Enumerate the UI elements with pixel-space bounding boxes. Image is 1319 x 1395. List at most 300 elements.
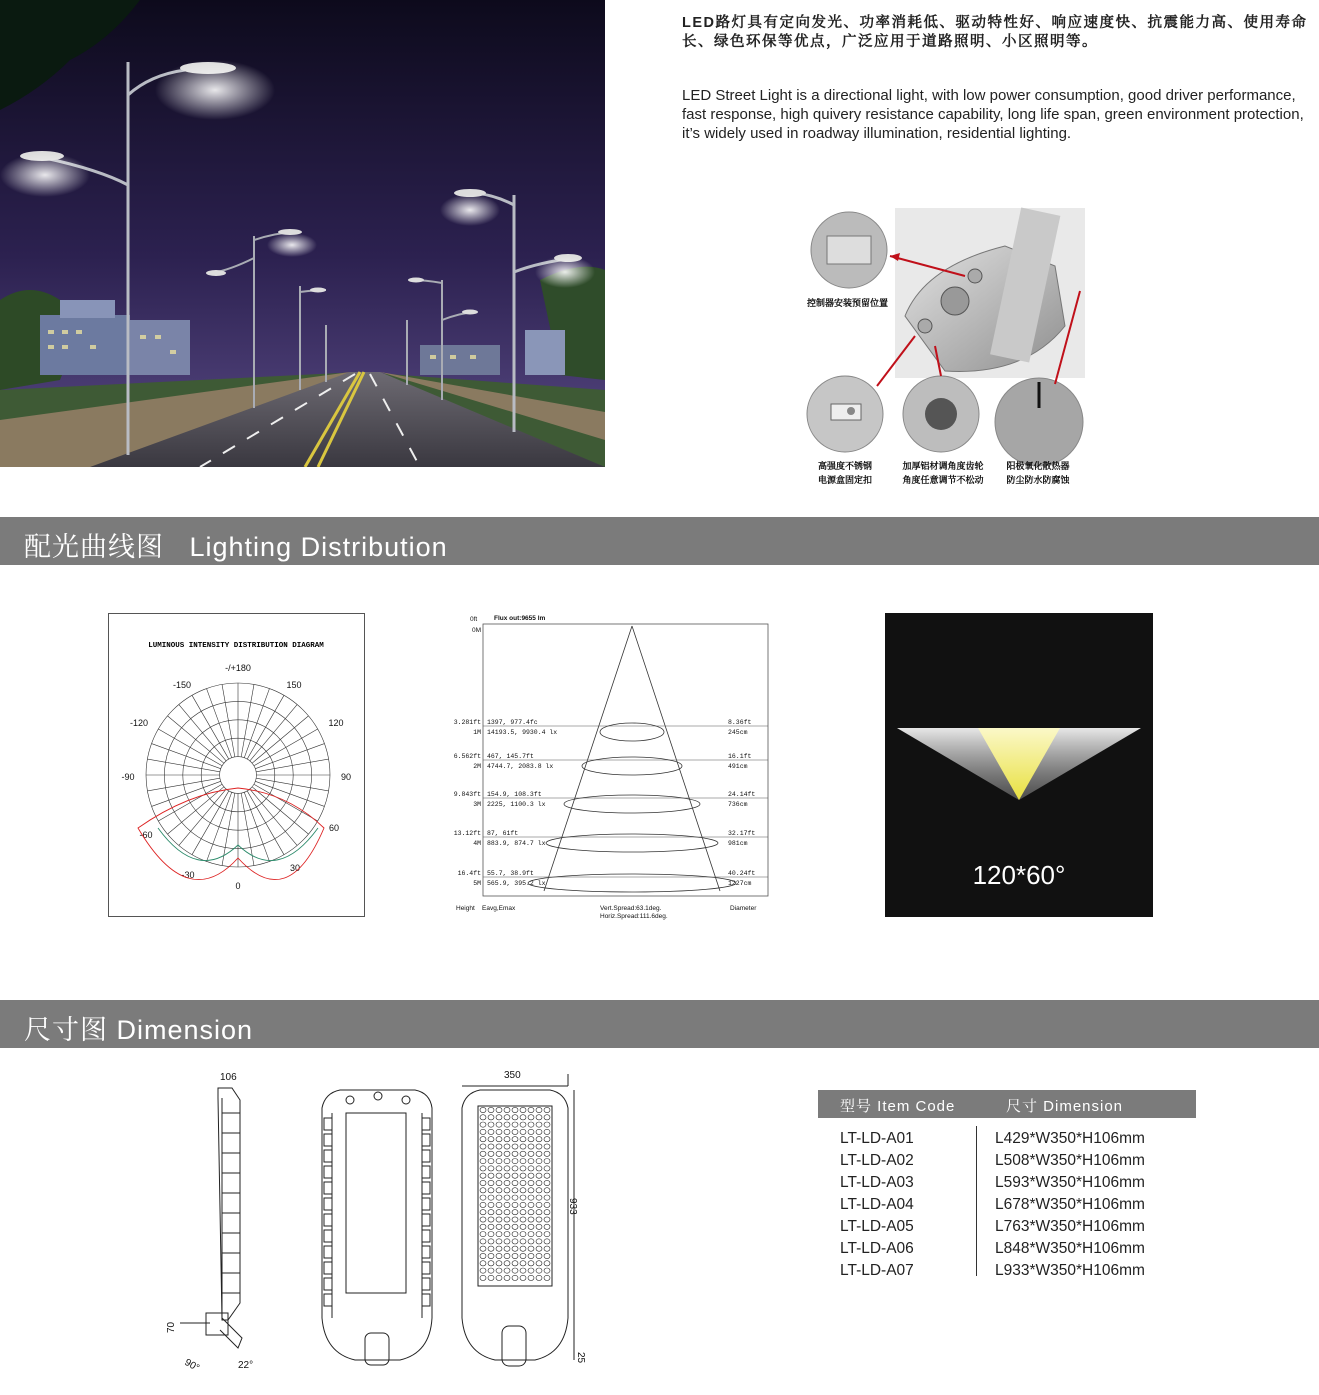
led-lens [520,1159,526,1164]
feature-1-line2: 电源盒固定扣 [817,475,873,485]
isolux-diameter-ft: 24.14ft [728,791,756,798]
led-lens [536,1202,542,1207]
isolux-lx-values: 4744.7, 2083.8 lx [487,763,554,770]
led-lens [504,1137,510,1142]
led-lens [536,1239,542,1244]
front-fin [324,1246,332,1258]
led-lens [512,1217,518,1222]
led-lens [488,1166,494,1171]
led-lens [480,1137,486,1142]
polar-angle-150: 150 [286,680,302,690]
led-lens [536,1159,542,1164]
led-lens [528,1137,534,1142]
item-code: LT-LD-A04 [840,1196,914,1213]
led-lens [488,1115,494,1120]
isolux-fc-values: 154.9, 108.3ft [487,791,542,798]
polar-angle-n120: -120 [129,718,149,728]
section-title-lighting: 配光曲线图 Lighting Distribution [24,532,448,562]
led-lens [496,1115,502,1120]
led-lens [520,1166,526,1171]
led-lens [488,1137,494,1142]
led-lens [504,1217,510,1222]
led-lens [528,1159,534,1164]
led-lens [528,1253,534,1258]
led-lens [496,1232,502,1237]
led-lens [488,1261,494,1266]
led-lens [528,1166,534,1171]
led-lens [512,1166,518,1171]
led-lens [504,1253,510,1258]
led-lens [536,1188,542,1193]
header-item-code: 型号 Item Code [840,1098,956,1115]
led-lens [544,1224,550,1229]
led-lens [536,1137,542,1142]
polar-angle-30: 30 [289,863,301,873]
isolux-lx-values: 565.9, 395.2 lx [487,880,546,887]
led-lens [504,1232,510,1237]
led-lens [512,1239,518,1244]
led-lens [488,1151,494,1156]
led-lens [488,1202,494,1207]
led-lens [512,1107,518,1112]
led-lens [520,1232,526,1237]
led-lens [504,1188,510,1193]
isolux-diameter-cm: 736cm [728,801,748,808]
led-lens [480,1261,486,1266]
led-lens [520,1144,526,1149]
isolux-height-m: 1M [473,729,481,736]
led-lens [488,1122,494,1127]
led-lens [496,1210,502,1215]
led-lens [480,1129,486,1134]
led-lens [528,1210,534,1215]
led-lens [504,1202,510,1207]
feature-2-line2: 角度任意调节不松动 [902,475,984,485]
led-lens [504,1166,510,1171]
item-dimension: L508*W350*H106mm [995,1152,1145,1169]
isolux-height-m: 5M [473,880,481,887]
item-dimension: L429*W350*H106mm [995,1130,1145,1147]
front-fin [324,1198,332,1210]
led-lens [504,1268,510,1273]
led-lens [480,1210,486,1215]
led-lens [520,1122,526,1127]
led-lens [536,1107,542,1112]
led-lens [496,1122,502,1127]
led-lens [544,1180,550,1185]
led-lens [536,1144,542,1149]
led-lens [480,1122,486,1127]
front-fin [324,1182,332,1194]
led-lens [544,1268,550,1273]
led-lens [488,1159,494,1164]
led-lens [512,1195,518,1200]
led-lens [512,1246,518,1251]
led-lens [480,1224,486,1229]
led-lens [512,1268,518,1273]
led-lens [544,1188,550,1193]
led-lens [536,1210,542,1215]
front-fin [422,1118,430,1130]
led-lens [488,1275,494,1280]
led-lens [512,1129,518,1134]
feature-2-line1: 加厚铝材调角度齿轮 [902,461,984,471]
led-lens [536,1224,542,1229]
led-lens [512,1261,518,1266]
led-lens [528,1261,534,1266]
isolux-diameter-cm: 1227cm [728,880,752,887]
led-lens [528,1107,534,1112]
led-lens [496,1239,502,1244]
led-lens [536,1253,542,1258]
led-lens [496,1107,502,1112]
led-lens [504,1115,510,1120]
led-lens [488,1246,494,1251]
header-dimension: 尺寸 Dimension [1006,1098,1124,1115]
led-lens [536,1246,542,1251]
led-lens [544,1253,550,1258]
table-row [818,1216,1196,1238]
led-lens [496,1159,502,1164]
isolux-height-ft: 13.12ft [453,830,481,837]
isolux-diameter-cm: 981cm [728,840,748,847]
led-lens [496,1253,502,1258]
led-lens [496,1166,502,1171]
led-lens [528,1217,534,1222]
led-lens [488,1239,494,1244]
led-lens [544,1261,550,1266]
led-lens [520,1261,526,1266]
led-lens [496,1195,502,1200]
led-lens [488,1180,494,1185]
intro-english-text: LED Street Light is a directional light, with low power consumption, good driver performance, fast response, high quivery resistance capability, long life span, green environment protection, it’s widely used in roadway illumination, residential lighting. [682,87,1304,142]
led-lens [504,1246,510,1251]
isolux-lx-values: 14193.5, 9930.4 lx [487,729,558,736]
led-lens [528,1195,534,1200]
led-lens [488,1107,494,1112]
led-lens [480,1159,486,1164]
led-lens [480,1202,486,1207]
led-lens [512,1202,518,1207]
led-lens [528,1180,534,1185]
dim-70: 70 [166,1321,177,1333]
polar-title: LUMINOUS INTENSITY DISTRIBUTION DIAGRAM [148,642,324,650]
section-header-lighting [0,517,1319,565]
led-lens [528,1268,534,1273]
section-title-dimension: 尺寸图 Dimension [24,1015,254,1045]
led-lens [536,1232,542,1237]
led-lens [520,1224,526,1229]
isolux-diameter-ft: 8.36ft [728,719,752,726]
front-fin [324,1294,332,1306]
dim-106: 106 [220,1072,237,1083]
item-code: LT-LD-A06 [840,1240,914,1257]
feature-3-line1: 阳极氧化散热器 [1006,461,1070,471]
led-lens [512,1275,518,1280]
led-lens [504,1261,510,1266]
led-lens [496,1144,502,1149]
led-lens [496,1137,502,1142]
front-fin [324,1150,332,1162]
led-lens [480,1268,486,1273]
dimension-drawings [160,1068,610,1390]
front-fin [324,1230,332,1242]
isolux-top-m: 0M [472,627,482,634]
dim-933: 933 [567,1198,578,1215]
led-lens [520,1202,526,1207]
polar-angle-n90: -90 [121,772,135,782]
led-lens [488,1188,494,1193]
isolux-foot-diameter: Diameter [730,905,757,912]
led-lens [528,1144,534,1149]
led-lens [528,1224,534,1229]
front-fin [422,1150,430,1162]
isolux-fc-values: 1397, 977.4fc [487,719,538,726]
led-lens [536,1275,542,1280]
led-lens [480,1275,486,1280]
luminous-intensity-polar-diagram [108,613,365,917]
led-lens [520,1173,526,1178]
polar-angle-n30: -30 [181,870,195,880]
item-dimension: L848*W350*H106mm [995,1240,1145,1257]
led-lens [512,1232,518,1237]
front-fin [422,1182,430,1194]
section-header-dimension [0,1000,1319,1048]
led-lens [544,1275,550,1280]
table-row [818,1238,1196,1260]
led-lens [544,1151,550,1156]
led-lens [520,1115,526,1120]
item-code: LT-LD-A02 [840,1152,914,1169]
led-lens [512,1151,518,1156]
isolux-height-ft: 9.843ft [453,791,481,798]
isolux-diameter-cm: 245cm [728,729,748,736]
led-lens [544,1239,550,1244]
led-lens [512,1115,518,1120]
isolux-height-ft: 3.281ft [453,719,481,726]
led-lens [544,1166,550,1171]
controller-label: 控制器安装预留位置 [807,298,889,308]
side-view-drawing [180,1088,242,1348]
front-fin [422,1134,430,1146]
led-lens [544,1202,550,1207]
led-lens [504,1151,510,1156]
front-fin [422,1214,430,1226]
led-lens [488,1173,494,1178]
table-body [818,1118,1196,1282]
led-lens [544,1159,550,1164]
led-lens [528,1122,534,1127]
item-dimension: L933*W350*H106mm [995,1262,1145,1279]
led-lens [480,1232,486,1237]
item-code: LT-LD-A05 [840,1218,914,1235]
led-lens [512,1180,518,1185]
led-lens [480,1180,486,1185]
led-lens [544,1232,550,1237]
led-lens [512,1137,518,1142]
led-lens [480,1188,486,1193]
led-lens [488,1232,494,1237]
led-lens [504,1107,510,1112]
isolux-lx-values: 2225, 1100.3 lx [487,801,546,808]
led-lens [528,1202,534,1207]
polar-angle-n60: -60 [139,830,153,840]
isolux-fc-values: 55.7, 38.9ft [487,870,534,877]
led-lens [504,1210,510,1215]
led-lens [512,1173,518,1178]
isolux-top-ft: 0ft [470,616,478,623]
led-lens [504,1180,510,1185]
led-lens [512,1210,518,1215]
led-lens [512,1144,518,1149]
front-fin [422,1230,430,1242]
isolux-foot-eavg: Eavg,Emax [482,905,516,912]
table-row [818,1128,1196,1150]
led-lens [488,1210,494,1215]
led-lens [480,1166,486,1171]
isolux-height-ft: 16.4ft [457,870,481,877]
illuminance-cone-diagram [452,612,772,922]
polar-angle-n150: -150 [172,680,192,690]
led-lens [520,1253,526,1258]
isolux-fc-values: 87, 61ft [487,830,519,837]
dim-350: 350 [504,1070,521,1081]
led-lens [496,1180,502,1185]
led-lens [520,1107,526,1112]
led-lens [512,1188,518,1193]
front-fin [422,1262,430,1274]
isolux-height-m: 4M [473,840,481,847]
led-lens [544,1115,550,1120]
polar-angle-120: 120 [328,718,344,728]
dim-90-deg: 90° [182,1357,202,1375]
polar-angle-90: 90 [340,772,352,782]
led-lens [544,1246,550,1251]
item-code: LT-LD-A03 [840,1174,914,1191]
led-lens [504,1173,510,1178]
led-lens [528,1232,534,1237]
led-lens [528,1275,534,1280]
front-fin [422,1198,430,1210]
led-lens [536,1268,542,1273]
item-dimension: L678*W350*H106mm [995,1196,1145,1213]
led-lens [528,1151,534,1156]
led-lens [544,1107,550,1112]
isolux-height-ft: 6.562ft [453,753,481,760]
led-lens [544,1217,550,1222]
led-lens [488,1217,494,1222]
feature-1-line1: 高强度不锈钢 [817,461,873,471]
led-lens [520,1180,526,1185]
led-lens [544,1137,550,1142]
led-lens [504,1144,510,1149]
isolux-flux: Flux out:9655 lm [494,615,546,622]
table-row [818,1260,1196,1282]
led-lens [496,1275,502,1280]
led-lens [496,1217,502,1222]
polar-angle-60: 60 [328,823,340,833]
table-header [818,1090,1196,1118]
led-lens [536,1151,542,1156]
led-lens [544,1173,550,1178]
bottom-view-drawing [462,1074,574,1366]
front-fin [324,1262,332,1274]
item-dimension: L593*W350*H106mm [995,1174,1145,1191]
led-lens [504,1275,510,1280]
isolux-diameter-cm: 491cm [728,763,748,770]
led-lens [536,1261,542,1266]
isolux-foot-horiz: Horiz.Spread:111.6deg. [600,913,668,920]
led-lens [544,1210,550,1215]
item-code: LT-LD-A07 [840,1262,914,1279]
led-lens [520,1217,526,1222]
item-code: LT-LD-A01 [840,1130,914,1147]
led-lens [496,1261,502,1266]
led-lens [488,1129,494,1134]
led-lens [536,1122,542,1127]
led-lens [488,1268,494,1273]
intro-chinese-text: LED路灯具有定向发光、功率消耗低、驱动特性好、响应速度快、抗震能力高、使用寿命长、绿色环保等优点，广泛应用于道路照明、小区照明等。 [682,15,1308,50]
front-fin [324,1214,332,1226]
led-lens [520,1268,526,1273]
led-lens [480,1144,486,1149]
led-lens [488,1144,494,1149]
led-lens [528,1188,534,1193]
led-lens [520,1275,526,1280]
isolux-lx-values: 883.9, 874.7 lx [487,840,546,847]
led-lens [536,1115,542,1120]
led-lens [520,1210,526,1215]
front-fin [324,1278,332,1290]
led-lens [504,1159,510,1164]
led-lens [512,1253,518,1258]
led-lens [528,1239,534,1244]
led-lens [528,1173,534,1178]
model-dimension-table [818,1090,1196,1282]
led-lens [504,1239,510,1244]
led-lens [512,1122,518,1127]
table-row [818,1150,1196,1172]
beam-angle-label: 120*60° [972,860,1066,890]
led-lens [528,1129,534,1134]
dim-22-deg: 22° [238,1360,254,1371]
led-lens [488,1224,494,1229]
led-lens [520,1188,526,1193]
led-lens [480,1253,486,1258]
led-lens [520,1239,526,1244]
street-light-night-photo [0,0,605,467]
led-lens [496,1151,502,1156]
led-lens [536,1129,542,1134]
feature-3-line2: 防尘防水防腐蚀 [1006,475,1070,485]
led-lens [544,1144,550,1149]
front-fin [422,1246,430,1258]
led-lens [504,1122,510,1127]
isolux-fc-values: 467, 145.7ft [487,753,534,760]
table-row [818,1172,1196,1194]
led-lens [536,1195,542,1200]
led-lens [536,1166,542,1171]
dim-25: 25 [575,1352,586,1364]
front-fin [324,1166,332,1178]
led-lens [496,1268,502,1273]
led-lens [520,1151,526,1156]
isolux-height-m: 3M [473,801,481,808]
front-view-drawing [322,1090,432,1365]
led-lens [536,1217,542,1222]
led-lens [528,1246,534,1251]
led-lens [504,1195,510,1200]
